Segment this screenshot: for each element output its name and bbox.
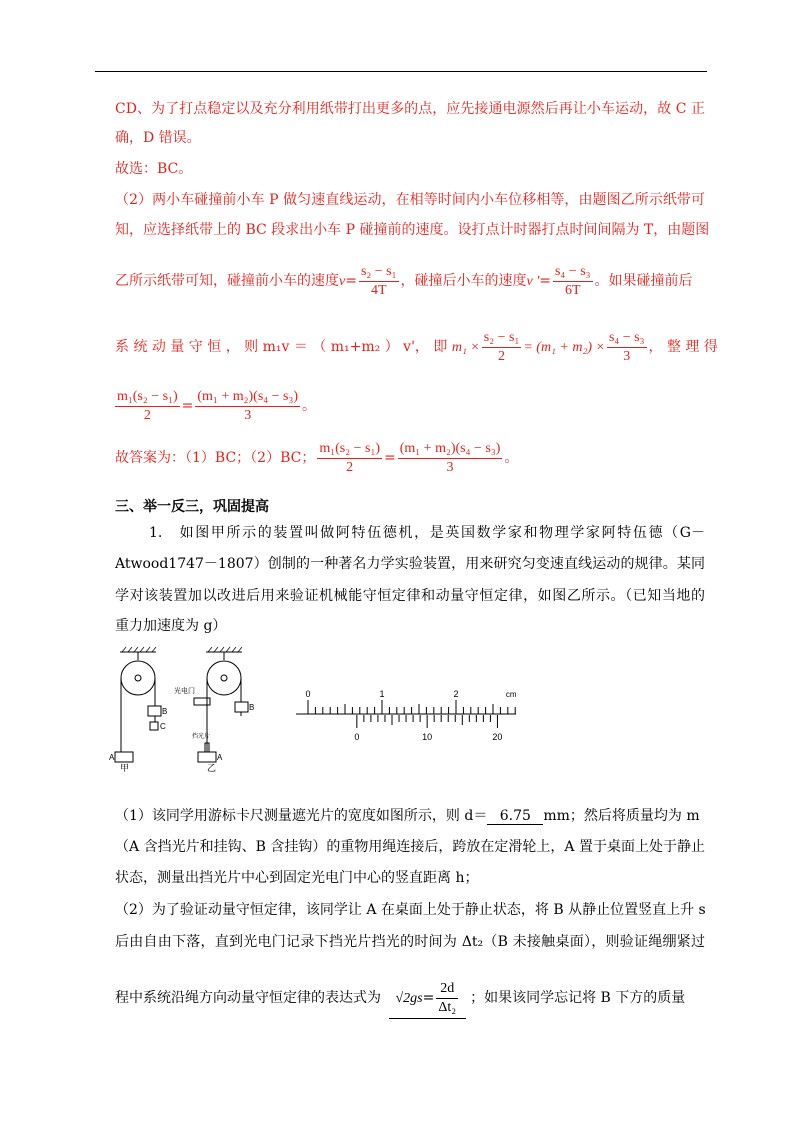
q1-text-after: mm；然后将质量均为 m: [543, 808, 700, 824]
result-period: 。: [302, 398, 317, 414]
solution-line-9: [115, 438, 705, 478]
main-scale-label: 0: [305, 689, 311, 699]
final-right-fraction: [398, 440, 503, 477]
figure-label-B-left: B: [162, 707, 168, 716]
q2-answer: [389, 979, 466, 1019]
vernier-label: 10: [422, 732, 433, 742]
solution-line-3: 故选：BC。: [115, 161, 193, 177]
q2-text-before: 程中系统沿绳方向动量守恒定律的表达式为: [115, 990, 381, 1006]
velocity-text-end: 。如果碰撞前后: [594, 273, 693, 289]
momentum-text-end: ， 整 理 得: [648, 339, 718, 355]
third-fraction: [607, 329, 647, 366]
question-2-line-3: [115, 978, 705, 1019]
solution-line-8: [115, 386, 705, 426]
final-left-num: m₁(s₂ − s₁): [317, 440, 382, 459]
result-equals: =: [181, 398, 194, 414]
solution-line-6: [115, 262, 705, 301]
velocity-fraction-num: s₂ − s₁: [359, 263, 399, 282]
velocity-symbol: v: [339, 274, 346, 289]
final-equals: =: [384, 450, 396, 466]
solution-line-2: 确，D 错误。: [115, 130, 201, 146]
vernier-label: 0: [354, 732, 360, 742]
figure-label-B-right: B: [249, 703, 255, 712]
figure-label-A-right: A: [217, 753, 223, 762]
solution-line-4: （2）两小车碰撞前小车 P 做匀速直线运动，在相等时间内小车位移相等，由题图乙所示纸带可: [115, 192, 705, 208]
result-left-fraction: [115, 388, 180, 425]
header-rule: [95, 71, 707, 72]
main-scale-label: 1: [379, 689, 385, 699]
figure-label-shutter: 挡光片: [192, 734, 211, 740]
question-2-line-2: 后由自由下落，直到光电门记录下挡光片挡光的时间为 Δt₂（B 未接触桌面），则验证绳绷紧过: [115, 934, 705, 950]
third-fraction-num: s₄ − s₃: [607, 329, 647, 348]
solution-line-5: 知，应选择纸带上的 BC 段求出小车 P 碰撞前的速度。设打点计时器打点时间间隔为 T，由题图: [115, 222, 710, 238]
section-title: 三、举一反三，巩固提高: [115, 499, 269, 515]
q2-text-after: ；如果该同学忘记将 B 下方的质量: [470, 990, 686, 1006]
velocity-prime-fraction: [553, 263, 593, 300]
result-left-den: 2: [143, 407, 151, 423]
velocity-text-before: 乙所示纸带可知，碰撞前小车的速度: [115, 273, 339, 289]
equals-sign: =: [345, 273, 357, 289]
vernier-scale: [354, 715, 502, 742]
sum-times: = (m₁ + m₂) ×: [523, 340, 605, 355]
final-left-den: 2: [346, 459, 354, 475]
result-right-num: (m₁ + m₂)(s₄ − s₃): [195, 388, 300, 407]
q1-text-before: （1）该同学用游标卡尺测量遮光片的宽度如图所示，则 d＝: [115, 808, 488, 824]
final-left-fraction: [317, 440, 382, 477]
q2-answer-fraction: [436, 980, 458, 1017]
q2-answer-num: 2d: [436, 980, 458, 999]
half-fraction-den: 2: [498, 348, 506, 364]
q2-answer-sqrt: √2gs: [395, 991, 423, 1006]
problem-line-1: 1. 如图甲所示的装置叫做阿特伍德机，是英国数学家和物理学家阿特伍德（G－: [149, 525, 705, 541]
q2-answer-eq: =: [422, 990, 435, 1006]
result-right-den: 3: [244, 407, 252, 423]
problem-line-2: Atwood1747－1807）创制的一种著名力学实验装置，用来研究匀变速直线运动的规律。某同: [115, 556, 705, 572]
velocity-fraction-den: 4T: [370, 282, 387, 298]
problem-line-4: 重力加速度为 g）: [115, 618, 227, 634]
result-left-num: m₁(s₂ − s₁): [115, 388, 180, 407]
solution-line-1: CD、为了打点稳定以及充分利用纸带打出更多的点，应先接通电源然后再让小车运动，故 C 正: [115, 101, 705, 117]
figure-label-jia: 甲: [120, 763, 130, 773]
m1-times: m₁ ×: [451, 340, 480, 355]
solution-line-7: [115, 328, 718, 367]
main-scale-label: 2: [453, 689, 459, 699]
figure-label-gate: 光电门: [174, 688, 195, 695]
problem-line-3: 学对该装置加以改进后用来验证机械能守恒定律和动量守恒定律，如图乙所示。（已知当地的: [115, 588, 705, 604]
question-1-line-1: [115, 806, 705, 826]
main-scale-unit: cm: [505, 690, 517, 699]
q2-answer-den: Δt₂: [438, 999, 457, 1015]
question-2-line-1: （2）为了验证动量守恒定律，该同学让 A 在桌面上处于静止状态，将 B 从静止位置竖直上升 s: [115, 902, 706, 918]
velocity-fraction: [359, 263, 399, 300]
final-answer-text: 故答案为：（1）BC；（2）BC；: [115, 450, 316, 466]
question-1-line-3: 状态，测量出挡光片中心到固定光电门中心的竖直距离 h；: [115, 870, 479, 886]
figure-label-A-left: A: [109, 753, 115, 762]
final-right-num: (m₁ + m₂)(s₄ − s₃): [398, 440, 503, 459]
third-fraction-den: 3: [623, 348, 631, 364]
equals-sign-2: =: [539, 273, 551, 289]
velocity-prime-symbol: v ': [526, 274, 540, 289]
d-answer: 6.75: [487, 808, 543, 825]
figure-label-C: C: [160, 722, 166, 731]
velocity-text-after: ，碰撞后小车的速度: [400, 273, 527, 289]
velocity-prime-fraction-num: s₄ − s₃: [553, 263, 593, 282]
figure-label-yi: 乙: [207, 763, 217, 773]
half-fraction: [482, 329, 522, 366]
half-fraction-num: s₂ − s₁: [482, 329, 522, 348]
apparatus-figure: [109, 646, 262, 776]
vernier-caliper-figure: [296, 680, 521, 750]
final-period: 。: [504, 450, 519, 466]
result-right-fraction: [195, 388, 300, 425]
main-scale: [296, 689, 517, 714]
momentum-text: 系 统 动 量 守 恒 ， 则 m₁v ＝ （ m₁+m₂ ） v'， 即: [115, 339, 448, 355]
final-right-den: 3: [446, 459, 454, 475]
vernier-label: 20: [492, 732, 503, 742]
question-1-line-2: （A 含挡光片和挂钩、B 含挂钩）的重物用绳连接后，跨放在定滑轮上，A 置于桌面上处于静止: [115, 839, 705, 855]
velocity-prime-fraction-den: 6T: [564, 282, 581, 298]
